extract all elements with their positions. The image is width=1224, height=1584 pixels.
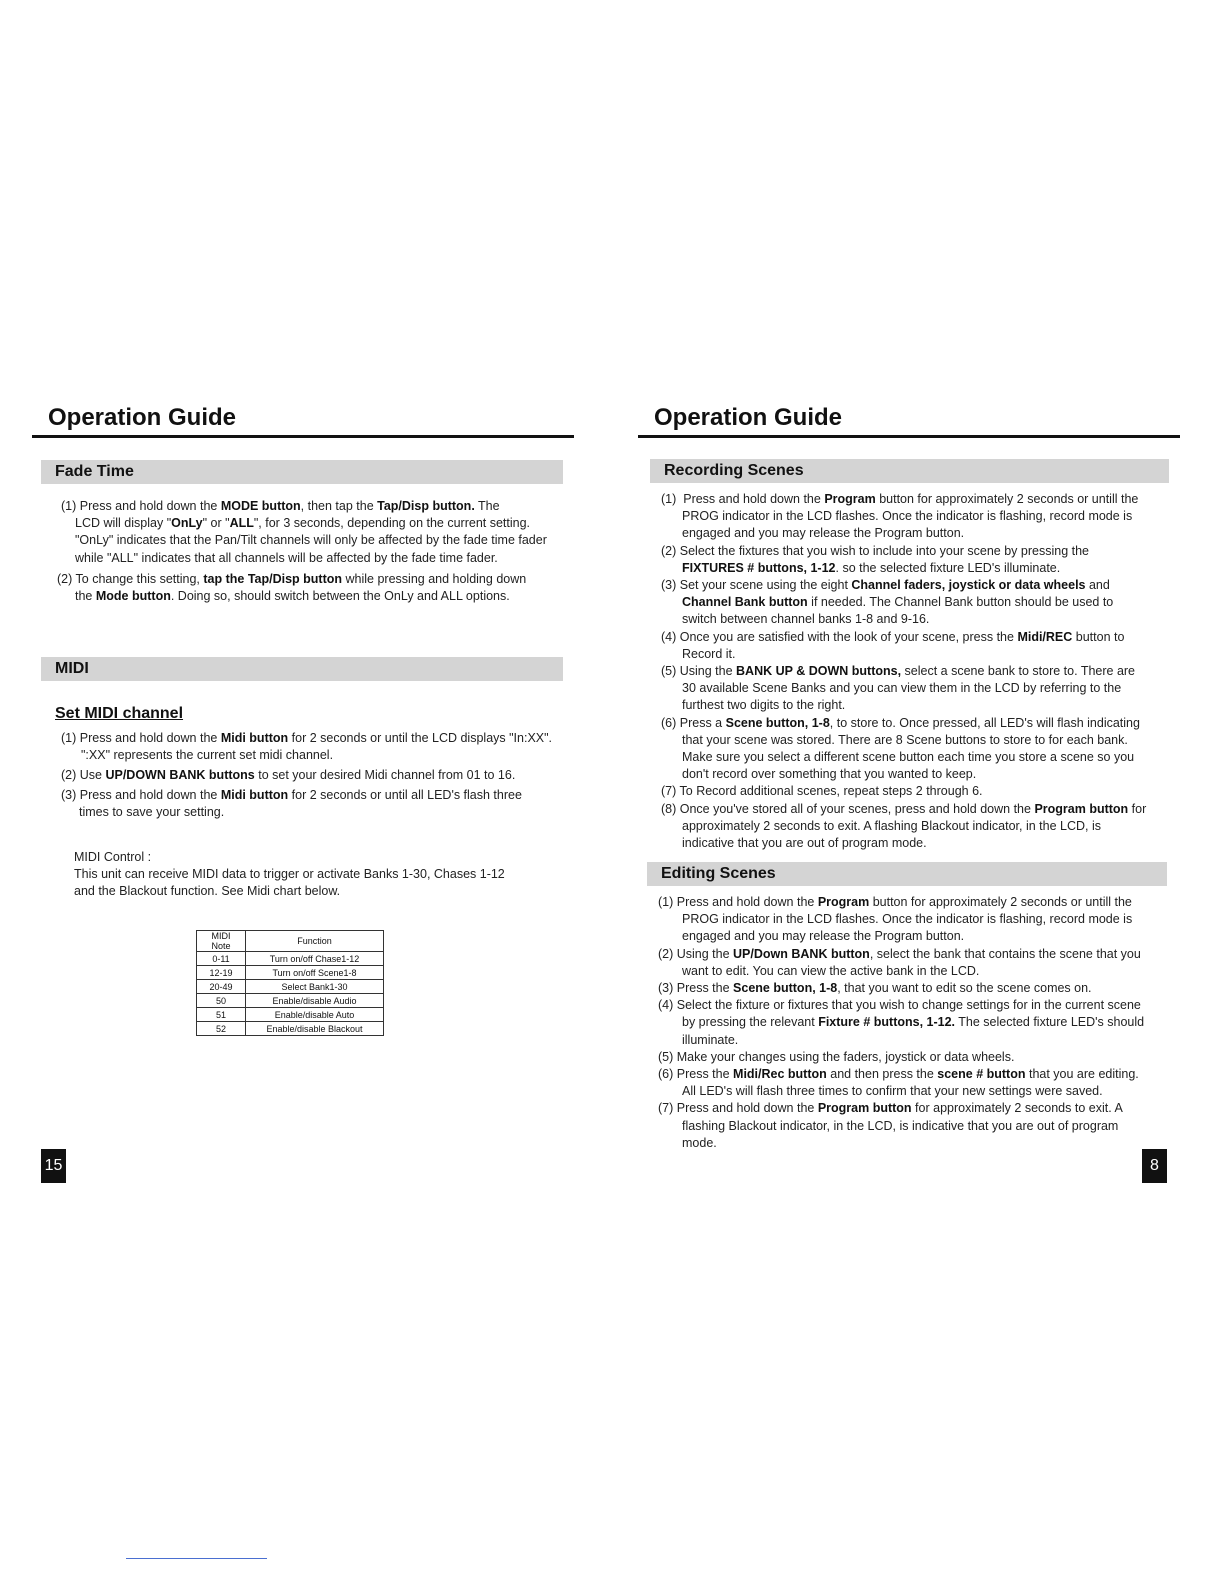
table-row [197,952,384,966]
table-header: Function [246,931,384,952]
table-cell: Turn on/off Chase1-12 [246,952,384,966]
table-row [197,994,384,1008]
midi-step-1: (1) Press and hold down the Midi button for 2 seconds or until the LCD displays "In:XX". ":XX" represents the current set midi channel. [61,731,553,763]
midi-step-2: (2) Use UP/DOWN BANK buttons to set your desired Midi channel from 01 to 16. [61,768,516,782]
table-cell: 12-19 [197,966,246,980]
table-cell: Enable/disable Auto [246,1008,384,1022]
table-cell: Select Bank1-30 [246,980,384,994]
midi-step-3: (3) Press and hold down the Midi button for 2 seconds or until all LED's flash three times to save your setting. [61,788,522,820]
table-row [197,980,384,994]
table-cell: Enable/disable Blackout [246,1022,384,1036]
fade-step-2: (2) To change this setting, tap the Tap/Disp button while pressing and holding down the Mode button. Doing so, should switch between the OnLy and ALL options. [57,572,527,604]
midi-chart-table [196,930,384,1036]
midi-heading: MIDI [41,657,563,681]
table-cell: Enable/disable Audio [246,994,384,1008]
bottom-divider [126,1558,267,1559]
table-cell: 52 [197,1022,246,1036]
table-cell: 50 [197,994,246,1008]
table-cell: Turn on/off Scene1-8 [246,966,384,980]
table-cell: 51 [197,1008,246,1022]
table-header: MIDI Note [197,931,246,952]
table-row [197,1008,384,1022]
table-cell: 20-49 [197,980,246,994]
left-page-title: Operation Guide [48,404,237,431]
page-number-right: 8 [1142,1149,1167,1183]
right-title-rule [638,435,1180,438]
right-page-title: Operation Guide [654,404,843,431]
midi-control-block: MIDI Control : This unit can receive MIDI data to trigger or activate Banks 1-30, Chases 1-12 and the Blackout function. See Midi chart below. [74,850,505,899]
editing-scenes-heading: Editing Scenes [647,862,1167,886]
table-cell: 0-11 [197,952,246,966]
recording-scenes-heading: Recording Scenes [650,459,1169,483]
set-midi-channel-heading: Set MIDI channel [55,705,184,722]
editing-steps: (1) Press and hold down the Program button for approximately 2 seconds or untill the PROG indicator in the LCD flashes. Once the indicator is flashing, record mode is engaged and you may release the Program button. (2) Using the UP/Down BANK button, select the bank that contains the scene that you want to edit. You can view the active bank in the LCD. (3) Press the Scene button, 1-8, that you want to edit so the scene comes on. (4) Select the fixture or fixtures that you wish to change settings for in the current scene by pressing the relevant Fixture # buttons, 1-12. The selected fixture LED's should illuminate. (5) Make your changes using the faders, joystick or data wheels. (6) Press the Midi/Rec button and then press the scene # button that you are editing. All LED's will flash three times to confirm that your new settings were saved. (7) Press and hold down the Program button for approximately 2 seconds to exit. A flashing Blackout indicator, in the LCD, is indicative that you are out of program mode. [658,895,1145,1150]
table-row [197,1022,384,1036]
page-number-left: 15 [41,1149,66,1183]
fade-step-1: (1) Press and hold down the MODE button, then tap the Tap/Disp button. The LCD will display "OnLy" or "ALL", for 3 seconds, depending on the current setting. "OnLy" indicates that the Pan/Tilt channels will only be affected by the fade time fader while "ALL" indicates that all channels will be affected by the fade time fader. [61,499,547,565]
fade-time-heading: Fade Time [41,460,563,484]
recording-steps: (1) Press and hold down the Program button for approximately 2 seconds or untill the PROG indicator in the LCD flashes. Once the indicator is flashing, record mode is engaged and you may release the Program button. (2) Select the fixtures that you wish to include into your scene by pressing the FIXTURES # buttons, 1-12. so the selected fixture LED's illuminate. (3) Set your scene using the eight Channel faders, joystick or data wheels and Channel Bank button if needed. The Channel Bank button should be used to switch between channel banks 1-8 and 9-16. (4) Once you are satisfied with the look of your scene, press the Midi/REC button to Record it. (5) Using the BANK UP & DOWN buttons, select a scene bank to store to. There are 30 available Scene Banks and you can view them in the LCD by referring to the furthest two digits to the right. (6) Press a Scene button, 1-8, to store to. Once pressed, all LED's will flash indicating that your scene was stored. There are 8 Scene buttons to store to for each bank. Make sure you select a different scene button each time you store a scene so you don't record over something that you wanted to keep. (7) To Record additional scenes, repeat steps 2 through 6. (8) Once you've stored all of your scenes, press and hold down the Program button for approximately 2 seconds to exit. A flashing Blackout indicator, in the LCD, is indicative that you are out of program mode. [661,492,1147,851]
table-row [197,966,384,980]
table-header-row [197,931,384,952]
left-title-rule [32,435,574,438]
